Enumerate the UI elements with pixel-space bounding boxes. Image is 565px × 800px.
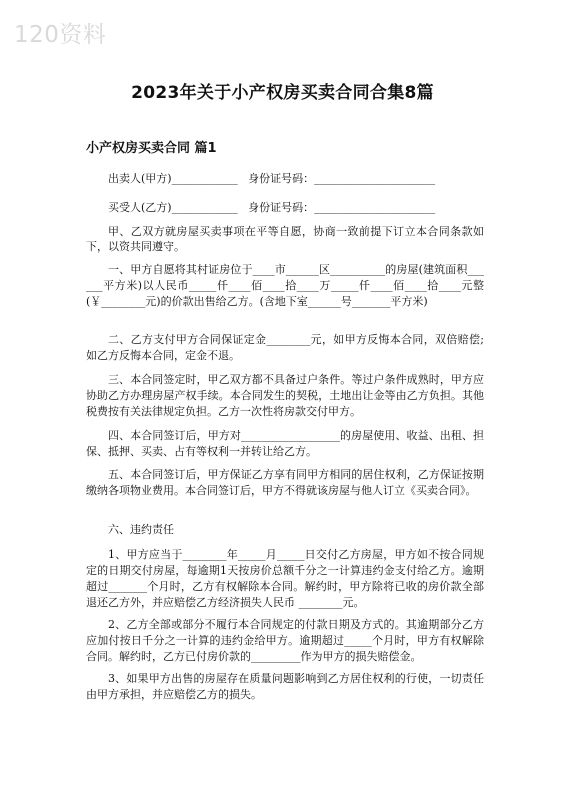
liability-2-paragraph: 2、乙方全部或部分不履行本合同规定的付款日期及方式的。其逾期部分乙方应加付按日千分之一计算的违约金给甲方。逾期超过_____个月时，甲方有权解除合同。解约时，乙方已付房价款的_________作为甲方的损失赔偿金。 (86, 618, 484, 663)
clause-5-paragraph: 五、本合同签订后，甲方保证乙方享有同甲方相同的居住权利，乙方保证按期缴纳各项物业费用。本合同签订后，甲方不得就该房屋与他人订立《买卖合同》。 (86, 468, 484, 497)
clause-2-paragraph: 二、乙方支付甲方合同保证定金________元，如甲方反悔本合同，双倍赔偿;如乙方反悔本合同，定金不退。 (86, 333, 484, 362)
section-title: 小产权房买卖合同 篇1 (86, 141, 217, 156)
watermark: 120资料 (14, 22, 107, 48)
clause-1-paragraph: 一、甲方自愿将其村证房位于____市______区__________的房屋(建筑面积______平方米)以人民币_____仟____佰____拾____万_____仟____佰____拾____元整(￥________元)的价款出售给乙方。(含地下室______号_______平方米) (86, 263, 484, 308)
clause-6-heading: 六、违约责任 (108, 523, 174, 536)
clause-4-paragraph: 四、本合同签订后，甲方对__________________的房屋使用、收益、出租、担保、抵押、买卖、占有等权利一并转让给乙方。 (86, 429, 484, 458)
document-title: 2023年关于小产权房买卖合同合集8篇 (131, 83, 434, 103)
intro-paragraph: 甲、乙双方就房屋买卖事项在平等自愿，协商一致前提下订立本合同条款如下，以资共同遵守。 (86, 225, 484, 253)
clause-3-paragraph: 三、本合同签定时，甲乙双方都不具备过户条件。等过户条件成熟时，甲方应协助乙方办理房屋产权手续。本合同发生的契税，土地出让金等由乙方负担。其他税费按有关法律规定负担。乙方一次性将房款交付甲方。 (86, 373, 484, 418)
liability-3-paragraph: 3、如果甲方出售的房屋存在质量问题影响到乙方居住权利的行使，一切责任由甲方承担，并应赔偿乙方的损失。 (86, 672, 484, 701)
liability-1-paragraph: 1、甲方应当于________年_____月_____日交付乙方房屋，甲方如不按合同规定的日期交付房屋，每逾期1天按房价总额千分之一计算违约金支付给乙方。逾期超过_______个月时，乙方有权解除本合同。解约时，甲方除将已收的房价款全部退还乙方外，并应赔偿乙方经济损失人民币 ________元。 (86, 548, 484, 609)
buyer-line: 买受人(乙方)____________ 身份证号码：______________________ (108, 201, 436, 214)
seller-line: 出卖人(甲方)____________ 身份证号码：______________________ (108, 172, 436, 185)
